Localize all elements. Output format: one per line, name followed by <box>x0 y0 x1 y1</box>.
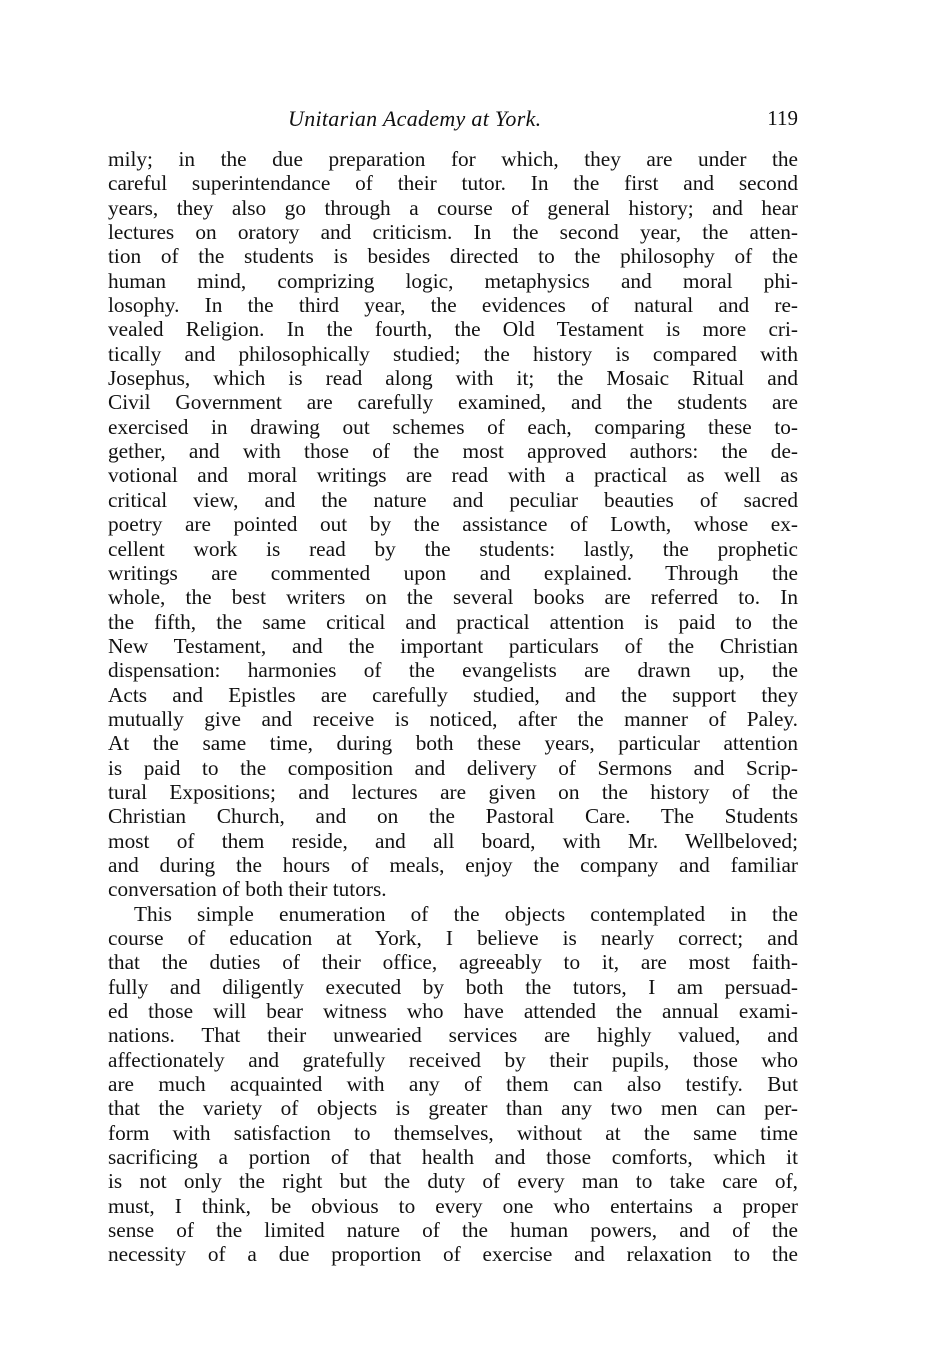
text-line: sense of the limited nature of the human powers, and of the <box>108 1218 798 1243</box>
text-line: At the same time, during both these years, particular attention <box>108 731 798 756</box>
text-line: the fifth, the same critical and practical attention is paid to the <box>108 609 798 634</box>
text-line: losophy. In the third year, the evidences of natural and re- <box>108 293 798 318</box>
text-line: are much acquainted with any of them can also testify. But <box>108 1072 798 1097</box>
text-line: lectures on oratory and criticism. In the second year, the atten- <box>108 220 798 245</box>
text-line: mily; in the due preparation for which, they are under the <box>108 147 798 171</box>
running-head <box>108 106 798 136</box>
text-line: Civil Government are carefully examined, and the students are <box>108 390 798 415</box>
text-line: vealed Religion. In the fourth, the Old Testament is more cri- <box>108 317 798 342</box>
text-line: tural Expositions; and lectures are given on the history of the <box>108 779 798 804</box>
running-title: Unitarian Academy at York. <box>288 106 542 131</box>
text-line: critical view, and the nature and peculiar beauties of sacred <box>108 487 798 512</box>
text-line: must, I think, be obvious to every one who entertains a proper <box>108 1193 798 1218</box>
text-line: dispensation: harmonies of the evangelists are drawn up, the <box>108 658 798 683</box>
paragraph-continued <box>108 147 798 902</box>
text-line: years, they also go through a course of general history; and hear <box>108 195 798 220</box>
text-line: human mind, comprizing logic, metaphysics and moral phi- <box>108 268 798 293</box>
text-line: Christian Church, and on the Pastoral Care. The Students <box>108 804 798 829</box>
text-line: form with satisfaction to themselves, without at the same time <box>108 1120 798 1145</box>
text-line: course of education at York, I believe is nearly correct; and <box>108 926 798 950</box>
text-line: ed those will bear witness who have attended the annual exami- <box>108 999 798 1024</box>
text-line: fully and diligently executed by both the tutors, I am persuad- <box>108 974 798 999</box>
text-line: mutually give and receive is noticed, after the manner of Paley. <box>108 706 798 731</box>
text-line: is not only the right but the duty of every man to take care of, <box>108 1169 798 1194</box>
text-line: sacrificing a portion of that health and those comforts, which it <box>108 1145 798 1170</box>
text-line: New Testament, and the important particulars of the Christian <box>108 633 798 658</box>
text-line: conversation of both their tutors. <box>108 877 387 902</box>
text-line: careful superintendance of their tutor. In the first and second <box>108 171 798 196</box>
text-line: necessity of a due proportion of exercise and relaxation to the <box>108 1242 798 1267</box>
text-line: tion of the students is besides directed to the philosophy of the <box>108 244 798 269</box>
text-line: most of them reside, and all board, with Mr. Wellbeloved; <box>108 828 798 853</box>
text-line: tically and philosophically studied; the history is compared with <box>108 341 798 366</box>
text-line: Acts and Epistles are carefully studied, and the support they <box>108 682 798 707</box>
text-line: and during the hours of meals, enjoy the company and familiar <box>108 852 798 877</box>
paragraph-enumeration <box>108 902 798 1267</box>
text-line: that the duties of their office, agreeably to it, are most faith- <box>108 950 798 975</box>
text-line: votional and moral writings are read with a practical as well as <box>108 463 798 488</box>
text-line: whole, the best writers on the several books are referred to. In <box>108 585 798 610</box>
text-line: is paid to the composition and delivery of Sermons and Scrip- <box>108 755 798 780</box>
text-line: writings are commented upon and explained. Through the <box>108 560 798 585</box>
text-line: affectionately and gratefully received by their pupils, those who <box>108 1047 798 1072</box>
text-line: This simple enumeration of the objects contemplated in the <box>134 901 798 926</box>
text-line: Josephus, which is read along with it; the Mosaic Ritual and <box>108 366 798 391</box>
text-line: gether, and with those of the most approved authors: the de- <box>108 439 798 464</box>
text-line: exercised in drawing out schemes of each, comparing these to- <box>108 414 798 439</box>
text-line: nations. That their unwearied services are highly valued, and <box>108 1023 798 1048</box>
text-line: poetry are pointed out by the assistance of Lowth, whose ex- <box>108 512 798 537</box>
text-line: that the variety of objects is greater than any two men can per- <box>108 1096 798 1121</box>
page-number: 119 <box>767 106 798 130</box>
body-text <box>108 147 798 1267</box>
text-line: cellent work is read by the students: lastly, the prophetic <box>108 536 798 561</box>
